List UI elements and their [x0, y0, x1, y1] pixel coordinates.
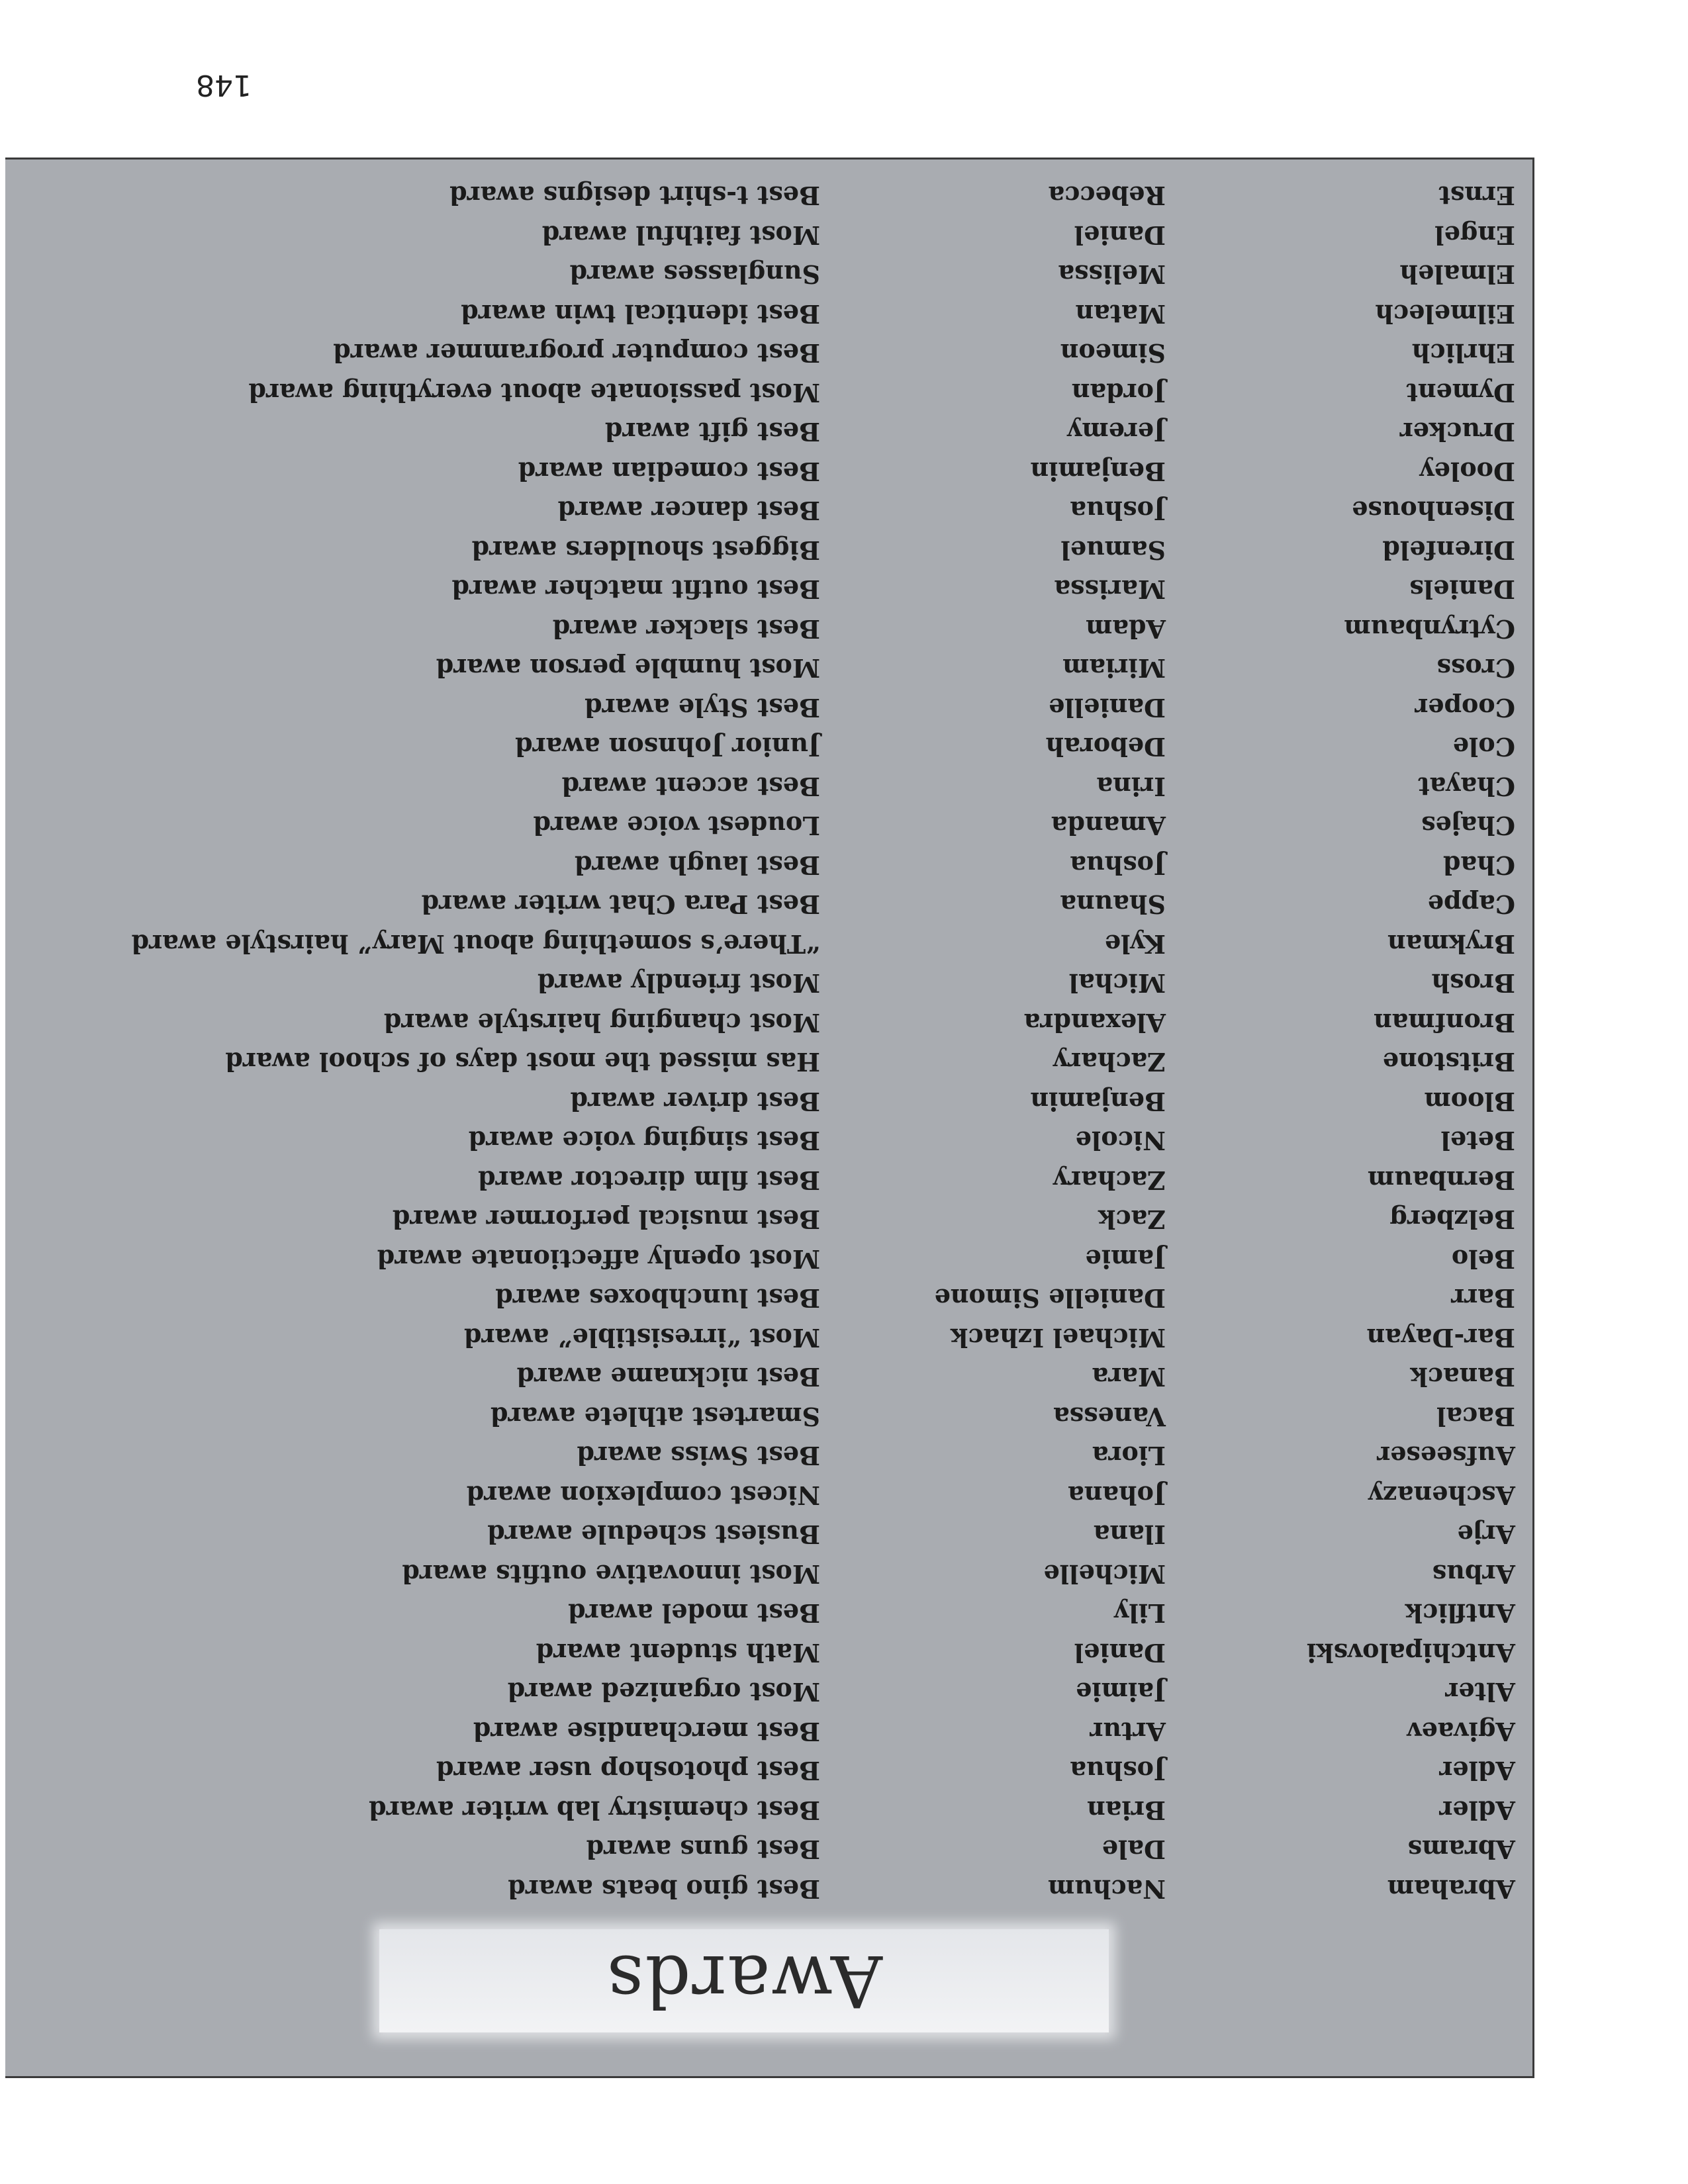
first-name: Daniel [1074, 220, 1166, 250]
last-name: Arbus [1432, 1559, 1515, 1589]
last-name: Betel [1440, 1126, 1515, 1156]
award-row [5, 570, 1532, 610]
award-row [5, 649, 1532, 689]
last-name: Eilmelech [1375, 299, 1515, 329]
award-name: Most openly affectionate award [377, 1244, 820, 1274]
first-name: Danielle [1049, 693, 1166, 723]
award-name: Most “irresistible” award [463, 1323, 820, 1353]
award-row [5, 1358, 1532, 1398]
award-name: Best gift award [604, 417, 820, 447]
last-name: Chad [1442, 850, 1515, 880]
first-name: Michael Izhack [951, 1323, 1166, 1353]
last-name: Adler [1439, 1756, 1515, 1786]
last-name: Bronfman [1374, 1008, 1515, 1038]
last-name: Alter [1445, 1677, 1515, 1707]
award-row [5, 255, 1532, 295]
award-name: Best chemistry lab writer award [369, 1796, 820, 1825]
first-name: Daniel [1074, 1638, 1166, 1668]
last-name: Belzberg [1389, 1205, 1515, 1235]
last-name: Cooper [1415, 693, 1515, 723]
award-name: Busiest schedule award [487, 1520, 820, 1550]
first-name: Michal [1068, 968, 1166, 999]
first-name: Nachum [1048, 1874, 1166, 1904]
first-name: Jamie [1085, 1244, 1166, 1274]
last-name: Arje [1457, 1520, 1515, 1550]
award-name: Math student award [536, 1638, 820, 1668]
award-row [5, 1437, 1532, 1477]
award-name: Loudest voice award [533, 811, 820, 841]
award-row [5, 925, 1532, 965]
last-name: Chayat [1418, 772, 1515, 801]
award-row [5, 492, 1532, 531]
award-row [5, 1083, 1532, 1122]
last-name: Cappe [1427, 889, 1515, 920]
award-name: Best singing voice award [468, 1126, 820, 1156]
award-row [5, 1319, 1532, 1359]
first-name: Jordan [1071, 378, 1166, 408]
last-name: Bacal [1436, 1402, 1515, 1432]
first-name: Lily [1114, 1598, 1166, 1629]
award-name: Best model award [568, 1598, 820, 1629]
award-row [5, 1279, 1532, 1319]
first-name: Simeon [1060, 338, 1166, 369]
first-name: Joshua [1070, 496, 1166, 526]
award-row [5, 728, 1532, 768]
award-row [5, 216, 1532, 256]
last-name: Elmaleh [1399, 259, 1515, 290]
award-name: Best identical twin award [461, 299, 820, 329]
award-name: Best accent award [561, 772, 820, 801]
award-row [5, 1161, 1532, 1201]
award-name: Best Swiss award [577, 1441, 820, 1471]
award-row [5, 1752, 1532, 1792]
award-row [5, 413, 1532, 453]
award-name: Most friendly award [537, 968, 820, 999]
award-name: Most changing hairstyle award [383, 1008, 820, 1038]
award-name: Best dancer award [557, 496, 820, 526]
award-row [5, 689, 1532, 729]
award-row [5, 886, 1532, 925]
first-name: Kyle [1104, 929, 1166, 959]
award-name: Biggest shoulders award [471, 535, 820, 565]
last-name: Britstone [1382, 1047, 1515, 1077]
award-name: Best guns award [586, 1835, 820, 1865]
last-name: Ernst [1438, 181, 1515, 211]
last-name: Cole [1452, 732, 1515, 762]
first-name: Artur [1090, 1717, 1166, 1747]
last-name: Bloom [1424, 1087, 1515, 1116]
first-name: Joshua [1070, 850, 1166, 880]
first-name: Joshua [1070, 1756, 1166, 1786]
last-name: Abraham [1387, 1874, 1515, 1904]
last-name: Brosh [1431, 968, 1515, 999]
first-name: Benjamin [1030, 1087, 1166, 1116]
award-row [5, 1004, 1532, 1044]
page-number: 148 [196, 68, 252, 102]
first-name: Matan [1075, 299, 1166, 329]
first-name: Danielle Simone [934, 1283, 1166, 1314]
first-name: Marissa [1054, 574, 1166, 605]
award-list [5, 177, 1532, 1909]
award-name: Best musical performer award [392, 1205, 820, 1235]
first-name: Samuel [1060, 535, 1166, 565]
last-name: Engel [1434, 220, 1515, 250]
first-name: Alexandra [1023, 1008, 1166, 1038]
award-row [5, 1555, 1532, 1595]
award-name: Best comedian award [518, 457, 820, 486]
last-name: Disenhouse [1352, 496, 1515, 526]
first-name: Adam [1086, 614, 1166, 644]
award-row [5, 1713, 1532, 1752]
award-name: Junior Johnson award [515, 732, 820, 762]
award-row [5, 1477, 1532, 1516]
award-row [5, 1516, 1532, 1555]
award-name: “There’s something about Mary” hairstyle award [131, 929, 820, 959]
last-name: Drucker [1399, 417, 1515, 447]
award-name: Best computer programmer award [333, 338, 820, 369]
award-row [5, 334, 1532, 374]
first-name: Melissa [1058, 259, 1166, 290]
last-name: Belo [1451, 1244, 1515, 1274]
last-name: Dooley [1419, 457, 1515, 486]
award-row [5, 1831, 1532, 1870]
award-row [5, 1594, 1532, 1634]
award-row [5, 768, 1532, 807]
last-name: Adler [1439, 1796, 1515, 1825]
award-row [5, 1673, 1532, 1713]
first-name: Benjamin [1030, 457, 1166, 486]
award-row [5, 846, 1532, 886]
first-name: Michelle [1043, 1559, 1166, 1589]
award-name: Best laugh award [574, 850, 820, 880]
first-name: Johana [1068, 1480, 1166, 1510]
award-name: Best outfit matcher award [451, 574, 820, 605]
award-name: Most humble person award [436, 653, 820, 684]
last-name: Banack [1410, 1362, 1515, 1392]
award-row [5, 1792, 1532, 1831]
award-name: Best Style award [585, 693, 820, 723]
first-name: Shauna [1060, 889, 1166, 920]
award-name: Has missed the most days of school award [225, 1047, 820, 1077]
first-name: Ilana [1093, 1520, 1166, 1550]
first-name: Vanessa [1053, 1402, 1166, 1432]
award-row [5, 374, 1532, 414]
award-name: Smartest athlete award [490, 1402, 820, 1432]
award-name: Best photoshop user award [436, 1756, 820, 1786]
last-name: Antflick [1405, 1598, 1515, 1629]
award-name: Best lunchboxes award [495, 1283, 820, 1314]
award-name: Best driver award [570, 1087, 820, 1116]
last-name: Aufseeser [1377, 1441, 1515, 1471]
award-name: Best Para Chat writer award [421, 889, 820, 920]
awards-panel [5, 158, 1534, 2078]
first-name: Liora [1092, 1441, 1166, 1471]
last-name: Ehrlich [1411, 338, 1515, 369]
first-name: Amanda [1051, 811, 1166, 841]
first-name: Dale [1102, 1835, 1166, 1865]
last-name: Agivaev [1407, 1717, 1515, 1747]
last-name: Dyment [1406, 378, 1515, 408]
first-name: Mara [1092, 1362, 1166, 1392]
first-name: Zachary [1053, 1165, 1166, 1195]
first-name: Miriam [1062, 653, 1166, 684]
award-name: Best merchandise award [473, 1717, 820, 1747]
page-title: Awards [605, 1939, 883, 2023]
last-name: Bernbaum [1368, 1165, 1515, 1195]
last-name: Brykman [1387, 929, 1515, 959]
last-name: Abrams [1407, 1835, 1515, 1865]
award-row [5, 1634, 1532, 1674]
award-row [5, 295, 1532, 335]
award-name: Sunglasses award [569, 259, 820, 290]
award-row [5, 610, 1532, 650]
first-name: Rebecca [1048, 181, 1166, 211]
last-name: Aschenazy [1368, 1480, 1515, 1510]
award-row [5, 1201, 1532, 1240]
first-name: Irina [1096, 772, 1166, 801]
award-row [5, 1043, 1532, 1083]
last-name: Chajes [1421, 811, 1515, 841]
first-name: Zack [1098, 1205, 1166, 1235]
award-row [5, 453, 1532, 492]
award-name: Best slacker award [552, 614, 820, 644]
first-name: Brian [1087, 1796, 1166, 1825]
last-name: Daniels [1409, 574, 1515, 605]
last-name: Cytrynbaum [1344, 614, 1515, 644]
award-name: Best nickname award [516, 1362, 820, 1392]
award-name: Best t-shirt designs award [449, 181, 820, 211]
award-name: Most innovative outfits award [402, 1559, 820, 1589]
award-row [5, 177, 1532, 216]
last-name: Cross [1436, 653, 1515, 684]
award-name: Most faithful award [541, 220, 820, 250]
award-name: Best gino beats award [508, 1874, 820, 1904]
award-name: Nicest complexion award [466, 1480, 820, 1510]
last-name: Bar-Dayan [1366, 1323, 1515, 1353]
first-name: Deborah [1045, 732, 1166, 762]
first-name: Nicole [1075, 1126, 1166, 1156]
award-row [5, 807, 1532, 846]
award-row [5, 1240, 1532, 1280]
award-row [5, 964, 1532, 1004]
award-name: Best film director award [477, 1165, 820, 1195]
award-name: Most passionate about everything award [248, 378, 820, 408]
last-name: Direnfeld [1382, 535, 1515, 565]
award-name: Most organized award [507, 1677, 820, 1707]
last-name: Antchipalovski [1306, 1638, 1515, 1668]
first-name: Zachary [1053, 1047, 1166, 1077]
award-row [5, 1870, 1532, 1910]
first-name: Jeremy [1067, 417, 1166, 447]
first-name: Jaimie [1076, 1677, 1166, 1707]
award-row [5, 531, 1532, 571]
award-row [5, 1122, 1532, 1161]
last-name: Barr [1451, 1283, 1515, 1314]
award-row [5, 1398, 1532, 1437]
title-box [379, 1929, 1109, 2032]
